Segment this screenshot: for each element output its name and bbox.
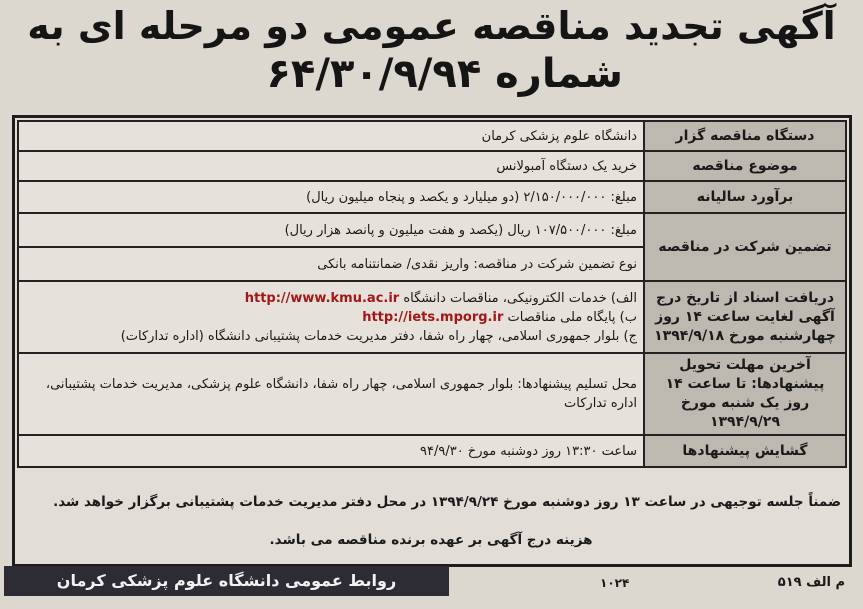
documents-label: دریافت اسناد از تاریخ درج آگهی لغایت ساعت ۱۴ روز چهارشنبه مورخ ۱۳۹۴/۹/۱۸ (644, 281, 846, 353)
table-row (18, 435, 846, 467)
documents-line-b (25, 308, 637, 327)
deadline-label: آخرین مهلت تحویل پیشنهادها: تا ساعت ۱۴ روز یک شنبه مورخ ۱۳۹۴/۹/۲۹ (644, 353, 846, 435)
table-row (18, 353, 846, 435)
row-value: دانشگاه علوم پزشکی کرمان (18, 121, 644, 151)
tender-info-box (12, 115, 852, 567)
table-row (18, 181, 846, 213)
documents-line-b-text: ب) پایگاه ملی مناقصات (507, 309, 637, 325)
documents-line-a (25, 289, 637, 308)
cost-note: هزینه درج آگهی بر عهده برنده مناقصه می باشد. (269, 532, 593, 548)
kmu-website-link[interactable]: http://www.kmu.ac.ir (244, 290, 400, 306)
guarantee-label: تضمین شرکت در مناقصه (644, 213, 846, 281)
opening-value: ساعت ۱۳:۳۰ روز دوشنبه مورخ ۹۴/۹/۳۰ (18, 435, 644, 467)
page-number: ۱۰۲۴ (600, 576, 630, 590)
table-row (18, 121, 846, 151)
title-line-1: آگهی تجدید مناقصه عمومی دو مرحله ای به (27, 4, 836, 48)
table-row (18, 213, 846, 247)
row-label: موضوع مناقصه (644, 151, 846, 181)
opening-label: گشایش پیشنهادها (644, 435, 846, 467)
guarantee-type: نوع تضمین شرکت در مناقصه: واریز نقدی/ ضمانتنامه بانکی (18, 247, 644, 281)
table-row (18, 281, 846, 353)
tender-table (17, 120, 847, 468)
table-row (18, 151, 846, 181)
row-label: برآورد سالیانه (644, 181, 846, 213)
title-line-2: شماره ۶۴/۳۰/۹/۹۴ (266, 51, 623, 97)
documents-value (18, 281, 644, 353)
documents-line-a-text: الف) خدمات الکترونیکی، مناقصات دانشگاه (403, 290, 637, 306)
briefing-note: ضمناً جلسه توجیهی در ساعت ۱۳ روز دوشنبه مورخ ۱۳۹۴/۹/۲۴ در محل دفتر مدیریت خدمات پشتیبانی برگزار خواهد شد. (53, 494, 841, 510)
row-label: دستگاه مناقصه گزار (644, 121, 846, 151)
ad-title (10, 2, 853, 102)
documents-line-c: ج) بلوار جمهوری اسلامی، چهار راه شفا، دفتر مدیریت خدمات پشتیبانی دانشگاه (اداره تدارکات) (120, 328, 637, 344)
deadline-value: محل تسلیم پیشنهادها: بلوار جمهوری اسلامی، چهار راه شفا، دانشگاه علوم پزشکی، مدیریت خدمات پشتیبانی، اداره تدارکات (18, 353, 644, 435)
ad-code: م الف ۵۱۹ (777, 575, 845, 590)
row-value: مبلغ: ۲/۱۵۰/۰۰۰/۰۰۰ (دو میلیارد و یکصد و پنجاه میلیون ریال) (18, 181, 644, 213)
row-value: خرید یک دستگاه آمبولانس (18, 151, 644, 181)
public-relations-banner: روابط عمومی دانشگاه علوم پزشکی کرمان (4, 566, 449, 596)
guarantee-amount: مبلغ: ۱۰۷/۵۰۰/۰۰۰ ریال (یکصد و هفت میلیون و پانصد هزار ریال) (18, 213, 644, 247)
iets-website-link[interactable]: http://iets.mporg.ir (362, 309, 504, 325)
